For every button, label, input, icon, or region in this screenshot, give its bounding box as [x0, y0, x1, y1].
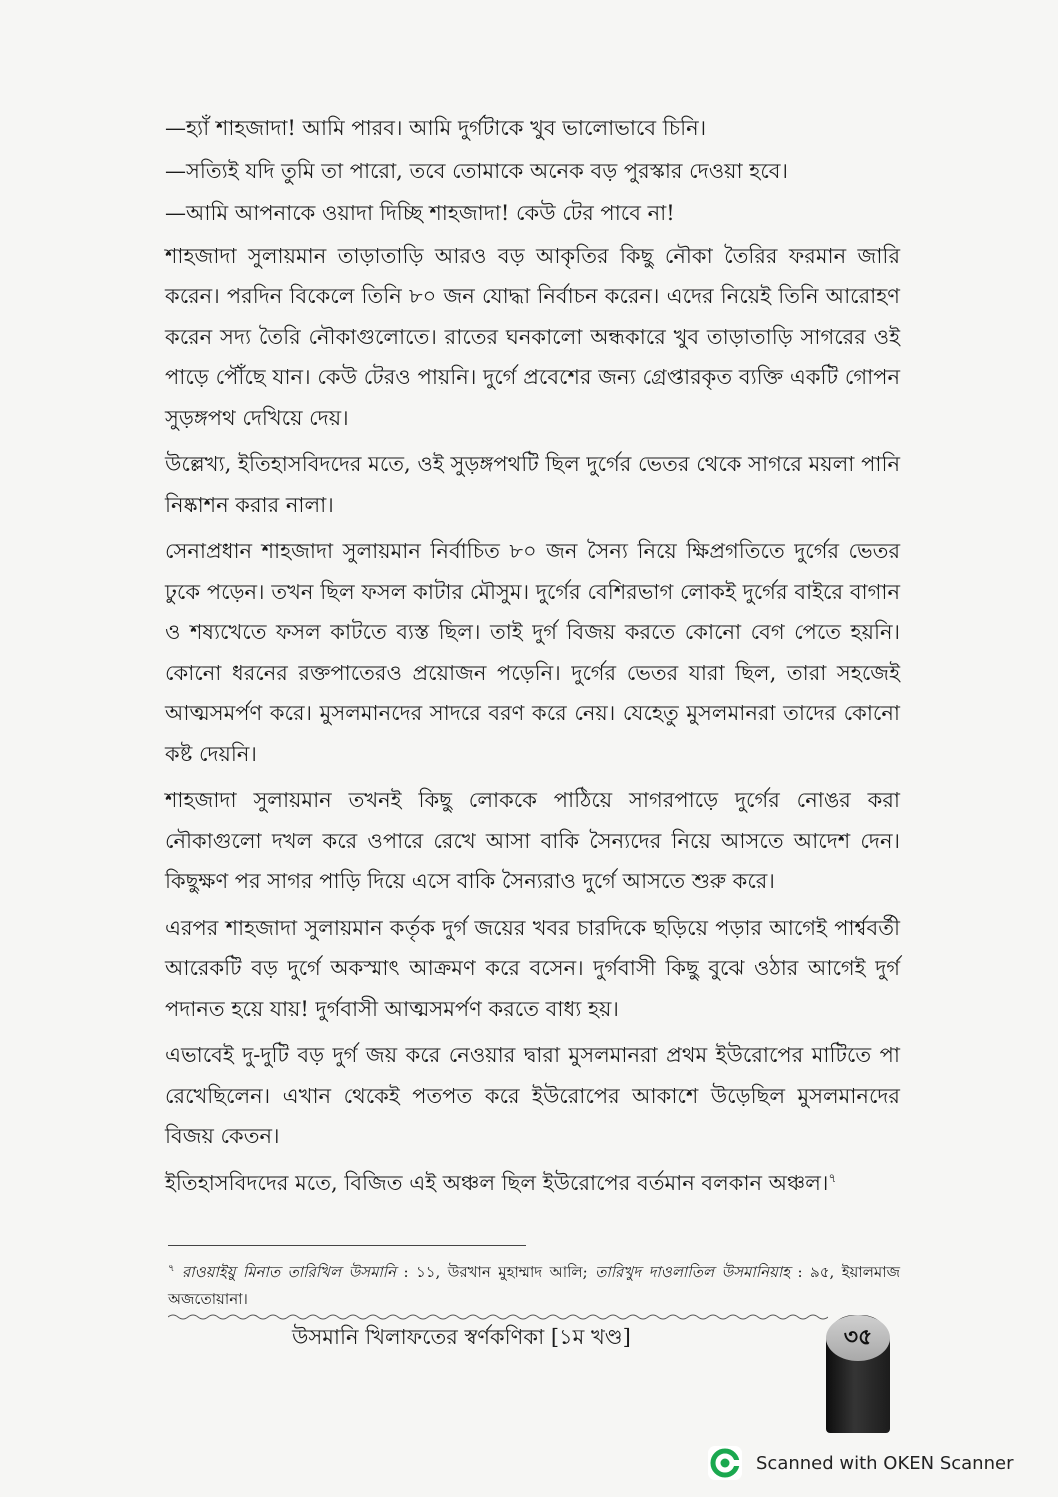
footnote-marker: ৭: [168, 1263, 175, 1274]
footnote-source-detail: : ৯৫, ইয়ালমাজ অজতোয়ানা।: [168, 1263, 901, 1308]
paragraph-text: ইতিহাসবিদদের মতে, বিজিত এই অঞ্চল ছিল ইউরোপের বর্তমান বলকান অঞ্চল।: [165, 1170, 829, 1195]
scanner-watermark-text: Scanned with OKEN Scanner: [756, 1452, 1014, 1474]
paragraph: উল্লেখ্য, ইতিহাসবিদদের মতে, ওই সুড়ঙ্গপথটি ছিল দুর্গের ভেতর থেকে সাগরে ময়লা পানি নিষ্কাশন করার নালা।: [165, 452, 900, 517]
footnote: [168, 1255, 900, 1313]
footnote-source-detail: : ১১, উরখান মুহাম্মাদ আলি;: [396, 1263, 596, 1281]
paragraph: এভাবেই দু-দুটি বড় দুর্গ জয় করে নেওয়ার দ্বারা মুসলমানরা প্রথম ইউরোপের মাটিতে পা রেখেছিলেন। এখান থেকেই পতপত করে ইউরোপের আকাশে উড়েছিল মুসলমানদের বিজয় কেতন।: [165, 1043, 900, 1148]
dialogue-line: —সত্যিই যদি তুমি তা পারো, তবে তোমাকে অনেক বড় পুরস্কার দেওয়া হবে।: [165, 158, 788, 183]
paragraph: শাহজাদা সুলায়মান তাড়াতাড়ি আরও বড় আকৃতির কিছু নৌকা তৈরির ফরমান জারি করেন। পরদিন বিকেলে তিনি ৮০ জন যোদ্ধা নির্বাচন করেন। এদের নিয়েই তিনি আরোহণ করেন সদ্য তৈরি নৌকাগুলোতে। রাতের ঘনকালো অন্ধকারে খুব তাড়াতাড়ি সাগরের ওই পাড়ে পৌঁছে যান। কেউ টেরও পায়নি। দুর্গে প্রবেশের জন্য গ্রেপ্তারকৃত ব্যক্তি একটি গোপন সুড়ঙ্গপথ দেখিয়ে দেয়।: [165, 243, 900, 430]
footnote-source-title: রাওয়াইয়ু মিনাত তারিখিল উসমানি: [181, 1263, 397, 1281]
paragraph: শাহজাদা সুলায়মান তখনই কিছু লোককে পাঠিয়ে সাগরপাড়ে দুর্গের নোঙর করা নৌকাগুলো দখল করে ওপারে রেখে আসা বাকি সৈন্যদের নিয়ে আসতে আদেশ দেন। কিছুক্ষণ পর সাগর পাড়ি দিয়ে এসে বাকি সৈন্যরাও দুর্গে আসতে শুরু করে।: [165, 788, 900, 893]
dialogue-line: —আমি আপনাকে ওয়াদা দিচ্ছি শাহজাদা! কেউ টের পাবে না!: [165, 201, 675, 225]
paragraph: সেনাপ্রধান শাহজাদা সুলায়মান নির্বাচিত ৮০ জন সৈন্য নিয়ে ক্ষিপ্রগতিতে দুর্গের ভেতর ঢুকে পড়েন। তখন ছিল ফসল কাটার মৌসুম। দুর্গের বেশিরভাগ লোকই দুর্গের বাইরে বাগান ও শষ্যখেতে ফসল কাটতে ব্যস্ত ছিল। তাই দুর্গ বিজয় করতে কোনো বেগ পেতে হয়নি। কোনো ধরনের রক্তপাতেরও প্রয়োজন পড়েনি। দুর্গের ভেতর যারা ছিল, তারা সহজেই আত্মসমর্পণ করে। মুসলমানদের সাদরে বরণ করে নেয়। যেহেতু মুসলমানরা তাদের কোনো কষ্ট দেয়নি।: [165, 539, 900, 766]
oken-scanner-logo-icon: [708, 1446, 742, 1480]
page-number: ৩৫: [843, 1324, 873, 1350]
paragraph-with-footnote: [165, 1163, 900, 1204]
paragraph: এরপর শাহজাদা সুলায়মান কর্তৃক দুর্গ জয়ের খবর চারদিকে ছড়িয়ে পড়ার আগেই পার্শ্ববর্তী আরেকটি বড় দুর্গে অকস্মাৎ আক্রমণ করে বসেন। দুর্গবাসী কিছু বুঝে ওঠার আগেই দুর্গ পদানত হয়ে যায়! দুর্গবাসী আত্মসমর্পণ করতে বাধ্য হয়।: [165, 915, 900, 1021]
decorative-wave-divider: [168, 1312, 828, 1322]
dialogue-line: —হ্যাঁ শাহজাদা! আমি পারব। আমি দুর্গটাকে খুব ভালোভাবে চিনি।: [165, 116, 707, 140]
running-title: উসমানি খিলাফতের স্বর্ণকণিকা [১ম খণ্ড]: [292, 1325, 631, 1349]
footnote-divider: [168, 1245, 526, 1246]
footnote-source-title: তারিখুদ দাওলাতিল উসমানিয়াহ: [595, 1263, 791, 1281]
page-number-cap: [826, 1315, 890, 1361]
main-text: [165, 108, 900, 1209]
scanner-watermark: [708, 1446, 1013, 1480]
page-number-tab: [826, 1315, 890, 1433]
footnote-reference[interactable]: ৭: [828, 1170, 837, 1185]
